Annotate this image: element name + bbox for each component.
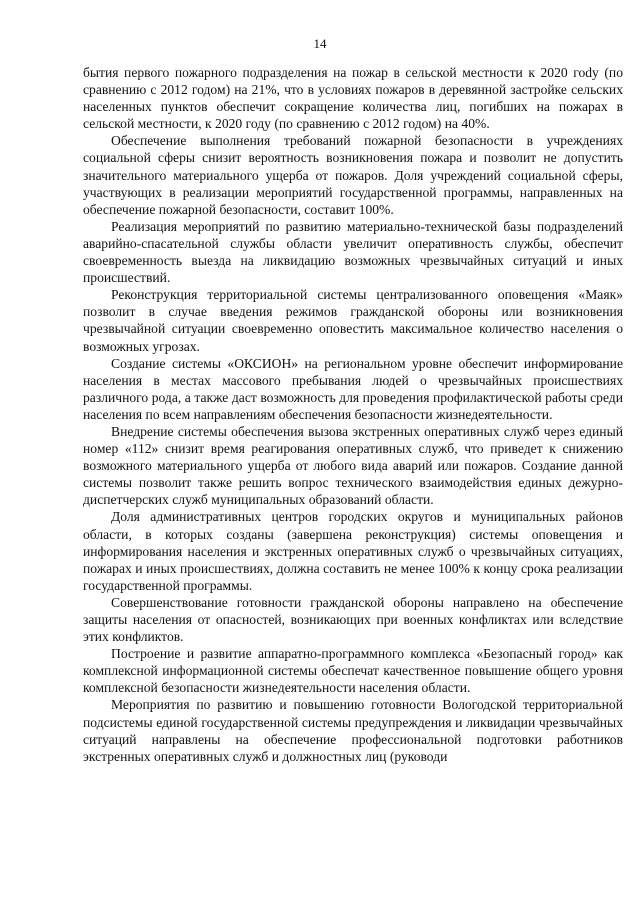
paragraph-continuation-fire-response: бытия первого пожарного подразделения на пожар в сельской местности к 2020 гоdу (по сравнению с 2012 годом) на 21%, что в условиях пожаров в деревянной застройке сельских населенных пунктов обеспечит сокращение количества лиц, погибших на пожарах в сельской местности, к 2020 году (по сравнению с 2012 годом) на 40%. [83,65,623,132]
paragraph-safe-city-complex: Построение и развитие аппаратно-программного комплекса «Безопасный город» как комплексной информационной системы обеспечат качественное повышение общего уровня комплексной безопасности жизнедеятельности населения области. [83,646,623,696]
paragraph-rescue-service-development: Реализация мероприятий по развитию материально-технической базы подразделений аварийно-спасательной службы области увеличит оперативность службы, обеспечит своевременность выезда на ликвидацию возможных чрезвычайных ситуаций и иных происшествий. [83,218,623,286]
paragraph-mayak-notification-system: Реконструкция территориальной системы централизованного оповещения «Маяк» позволит в случае введения режимов гражданской обороны или возникновения чрезвычайной ситуации своевременно оповестить максимальное количество населения о возможных угрозах. [83,287,623,354]
paragraph-civil-defense-readiness: Совершенствование готовности гражданской обороны направлено на обеспечение защиты населения от опасностей, возникающих при военных конфликтах или вследствие этих конфликтов. [83,594,623,645]
paragraph-oksion-system: Создание системы «ОКСИОН» на региональном уровне обеспечит информирование населения в местах массового пребывания людей о чрезвычайных происшествиях различного рода, а также даст возможность для проведения профилактической работы среди населения по всем направлениям обеспечения безопасности жизнедеятельности. [83,355,623,422]
paragraph-territorial-subsystem: Мероприятия по развитию и повышению готовности Вологодской территориальной подсистемы единой государственной системы предупреждения и ликвидации чрезвычайных ситуаций направлены на обеспечение профессиональной подготовки работников экстренных оперативных служб и должностных лиц (руководи [83,697,623,764]
paragraph-social-sphere-fire-safety: Обеспечение выполнения требований пожарной безопасности в учреждениях социальной сферы снизит вероятность возникновения пожара и позволит не допустить значительного материального ущерба от пожаров. Доля учреждений социальной сферы, участвующих в реализации мероприятий государственной программы, направленных на обеспечение пожарной безопасности, составит 100%. [83,133,623,217]
page-number: 14 [313,36,327,51]
paragraph-administrative-centers-share: Доля административных центров городских округов и муниципальных районов области, в которых созданы (завершена реконструкция) системы оповещения и информирования населения и экстренных оперативных служб о чрезвычайных ситуациях, пожарах и иных происшествиях, должна составить не менее 100% к концу срока реализации государственной программы. [83,509,623,593]
body-text [83,64,623,765]
paragraph-112-system: Внедрение системы обеспечения вызова экстренных оперативных служб через единый номер «112» снизит время реагирования оперативных служб, что приведет к снижению возможного материального ущерба от любого вида аварий или пожаров. Создание данной системы позволит также решить вопрос технического взаимодействия единых дежурно-диспетчерских служб муниципальных образований области. [83,423,623,508]
